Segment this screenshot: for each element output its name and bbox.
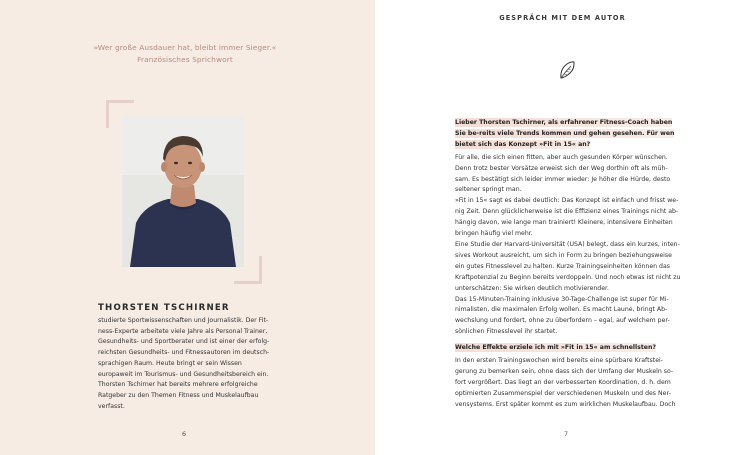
- answer-paragraph: Für alle, die sich einen fitten, aber auch gesunden Körper wünschen. Denn trotz bester Vorsätze erweist sich der Weg dorthin oft als müh-sam. Es bestätigt sich leider immer wieder: Je höher die Hürde, desto seltener springt man.: [455, 153, 671, 194]
- running-head: GESPRÄCH MIT DEM AUTOR: [499, 14, 626, 22]
- page-number-right: 7: [564, 430, 569, 438]
- answer-paragraph: Das 15-Minuten-Training inklusive 30-Tage-Challenge ist super für Mi-nimalisten, die maximalen Erfolg wollen. Es macht Laune, bringt Ab-wechslung und fordert, ohne zu überfordern – egal, auf welchem per-sönlichen Fitnesslevel ihr startet.: [455, 295, 670, 336]
- answer-paragraph: »Fit in 15« sagt es dabei deutlich: Das Konzept ist einfach und frisst we-nig Zeit. Denn glücklicherweise ist die Effizienz eines Trainings nicht ab-hängig davon, wie lange man trainiert! Kleinere, intensivere Einheiten bringen häufig viel mehr.: [455, 197, 679, 238]
- interview-text: [455, 118, 681, 411]
- leaf-icon: [558, 60, 576, 80]
- author-photo: [122, 115, 244, 267]
- quote-source: Französisches Sprichwort: [137, 55, 233, 64]
- answer-paragraph: In den ersten Trainingswochen wird bereits eine spürbare Kraftstei-gerung zu bemerken sein, ohne dass sich der Umfang der Muskeln so-fort vergrößert. Das liegt an der verbesserten Koordination, d. h. dem optimierten Zusammenspiel der verschiedenen Muskeln und des Ner-vensystems. Erst später kommt es zum wirklichen Muskelaufbau. Doch: [455, 357, 676, 408]
- interview-question-2: Welche Effekte erziele ich mit »Fit in 15« am schnellsten?: [455, 344, 656, 352]
- interview-question-1: Lieber Thorsten Tschirner, als erfahrener Fitness-Coach haben Sie be-reits viele Trends kommen und gehen gesehen. Für wen bietet sich das Konzept »Fit in 15« an?: [455, 119, 675, 148]
- epigraph-quote: [60, 42, 310, 66]
- author-name: THORSTEN TSCHIRNER: [98, 303, 230, 313]
- page-number-left: 6: [182, 430, 187, 438]
- right-page: [375, 0, 750, 455]
- quote-text: »Wer große Ausdauer hat, bleibt immer Sieger.«: [93, 43, 277, 52]
- author-bio: studierte Sportwissenschaften und Journalistik. Der Fit-ness-Experte arbeitete viele Jahre als Personal Trainer, Gesundheits- und Sportberater und ist einer der erfolg-reichsten Gesundheits- und Fitnessautoren im deutsch-sprachigen Raum. Heute bringt er sein Wissen europaweit im Tourismus- und Gesundheitsbereich ein. Thorsten Tschirner hat bereits mehrere erfolgreiche Ratgeber zu den Themen Fitness und Muskelaufbau verfasst.: [98, 317, 270, 410]
- author-photo-frame: [106, 100, 262, 284]
- answer-paragraph: Eine Studie der Harvard-Universität (USA) belegt, dass ein kurzes, inten-sives Workout ausreicht, um sich in Form zu bringen beziehungsweise ein gutes Fitnesslevel zu halten. Kurze Trainingseinheiten können das Kraftpotenzial zu Beginn bereits verdoppeln. Und noch etwas ist nicht zu unterschätzen: Sie wirken deutlich motivierender.: [455, 240, 681, 292]
